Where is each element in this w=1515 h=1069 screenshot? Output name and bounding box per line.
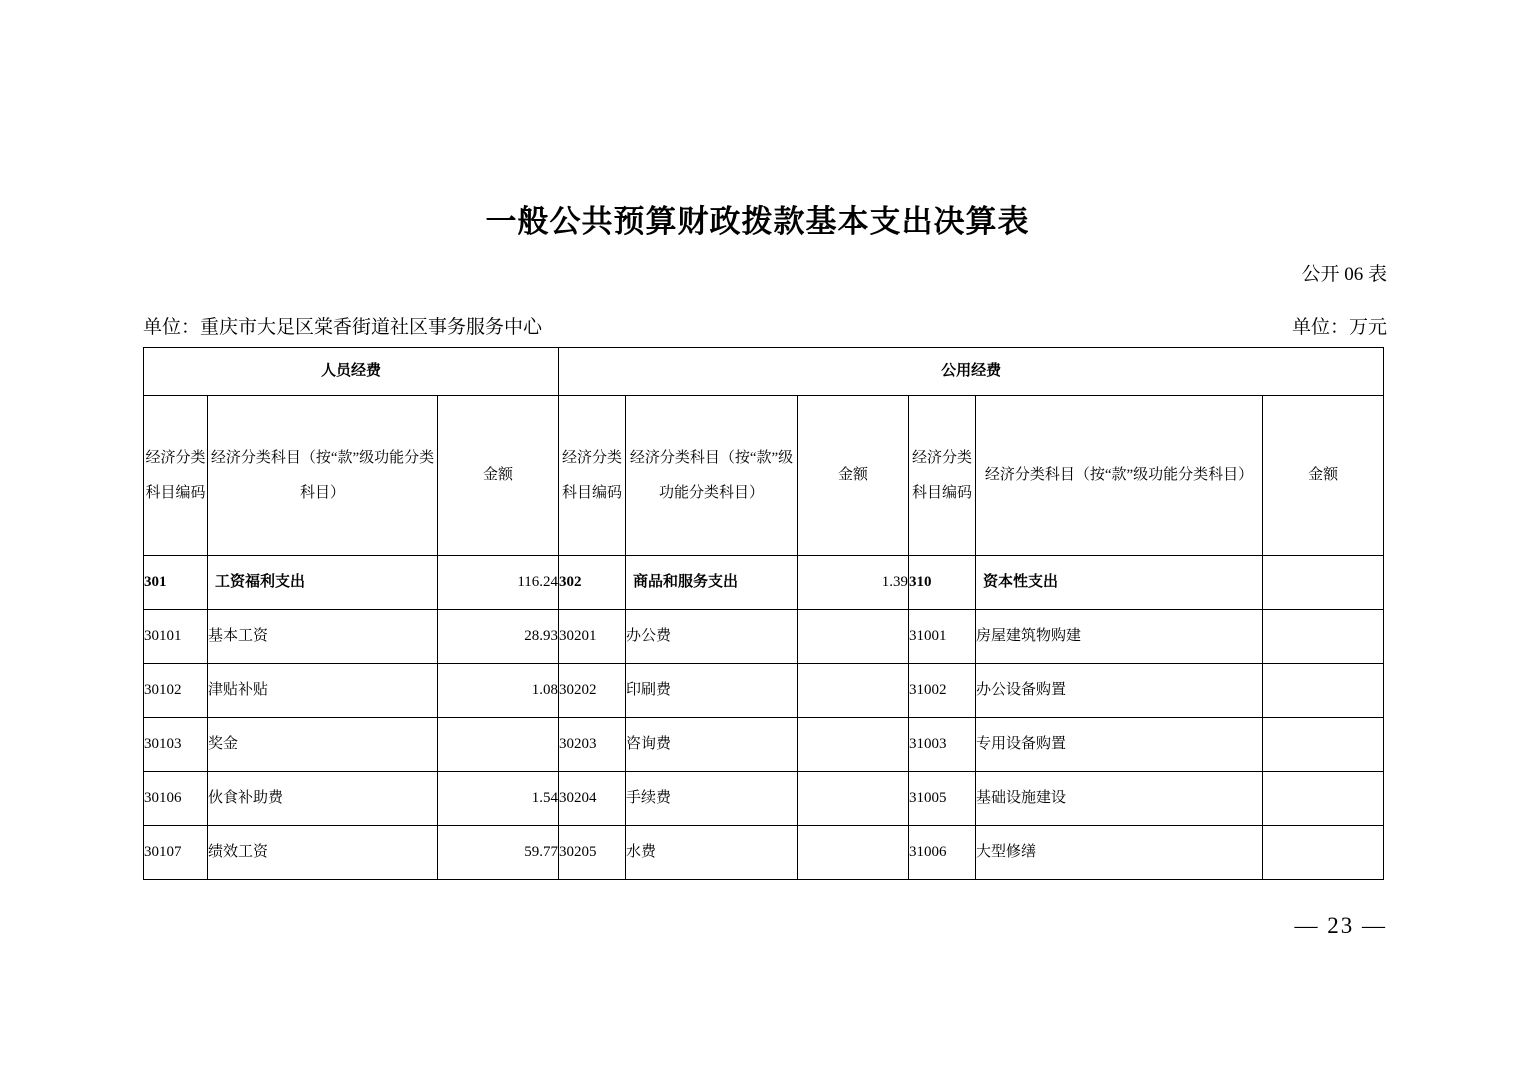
cell-code-right: 31005 (909, 772, 976, 826)
table-row (144, 664, 1384, 718)
cell-amount-mid (798, 826, 909, 880)
column-header-name-mid: 经济分类科目（按“款”级功能分类科目） (626, 396, 798, 556)
cell-code-right: 31001 (909, 610, 976, 664)
cell-name-left: 工资福利支出 (208, 556, 438, 610)
cell-code-right: 31003 (909, 718, 976, 772)
cell-code-right: 31002 (909, 664, 976, 718)
cell-name-mid: 水费 (626, 826, 798, 880)
cell-code-left: 30101 (144, 610, 208, 664)
cell-amount-mid (798, 718, 909, 772)
cell-name-mid: 商品和服务支出 (626, 556, 798, 610)
cell-amount-right (1263, 718, 1384, 772)
cell-name-left: 津贴补贴 (208, 664, 438, 718)
column-header-amount-left: 金额 (438, 396, 559, 556)
unit-name-label: 单位：重庆市大足区棠香街道社区事务服务中心 (143, 317, 543, 338)
cell-amount-left: 1.08 (438, 664, 559, 718)
cell-name-left: 伙食补助费 (208, 772, 438, 826)
cell-name-left: 奖金 (208, 718, 438, 772)
cell-amount-left: 28.93 (438, 610, 559, 664)
cell-amount-mid (798, 772, 909, 826)
currency-unit-label: 单位：万元 (1291, 317, 1387, 338)
cell-amount-right (1263, 826, 1384, 880)
cell-code-mid: 30203 (559, 718, 626, 772)
column-header-code-left: 经济分类科目编码 (144, 396, 208, 556)
cell-code-mid: 302 (559, 556, 626, 610)
cell-amount-mid (798, 610, 909, 664)
cell-amount-left (438, 718, 559, 772)
cell-amount-right (1263, 556, 1384, 610)
cell-name-right: 房屋建筑物购建 (976, 610, 1263, 664)
cell-name-right: 办公设备购置 (976, 664, 1263, 718)
cell-name-right: 基础设施建设 (976, 772, 1263, 826)
cell-name-mid: 印刷费 (626, 664, 798, 718)
cell-code-right: 31006 (909, 826, 976, 880)
cell-name-mid: 手续费 (626, 772, 798, 826)
cell-code-left: 30107 (144, 826, 208, 880)
table-row (144, 718, 1384, 772)
cell-code-mid: 30205 (559, 826, 626, 880)
table-row (144, 826, 1384, 880)
cell-name-left: 绩效工资 (208, 826, 438, 880)
cell-name-right: 专用设备购置 (976, 718, 1263, 772)
cell-amount-mid: 1.39 (798, 556, 909, 610)
cell-code-left: 30102 (144, 664, 208, 718)
cell-name-right: 大型修缮 (976, 826, 1263, 880)
cell-code-right: 310 (909, 556, 976, 610)
table-row (144, 610, 1384, 664)
cell-name-right: 资本性支出 (976, 556, 1263, 610)
group-header-personnel: 人员经费 (144, 348, 559, 396)
cell-code-mid: 30201 (559, 610, 626, 664)
page-number: — 23 — (1294, 913, 1387, 938)
group-header-public: 公用经费 (559, 348, 1384, 396)
cell-amount-right (1263, 664, 1384, 718)
cell-amount-right (1263, 772, 1384, 826)
column-header-code-right: 经济分类科目编码 (909, 396, 976, 556)
cell-amount-mid (798, 664, 909, 718)
cell-name-mid: 咨询费 (626, 718, 798, 772)
column-header-amount-mid: 金额 (798, 396, 909, 556)
cell-amount-right (1263, 610, 1384, 664)
column-header-row (144, 396, 1384, 556)
form-number-label: 公开 06 表 (1301, 264, 1387, 285)
cell-name-left: 基本工资 (208, 610, 438, 664)
cell-code-mid: 30202 (559, 664, 626, 718)
column-header-name-right: 经济分类科目（按“款”级功能分类科目） (976, 396, 1263, 556)
cell-amount-left: 59.77 (438, 826, 559, 880)
column-header-name-left: 经济分类科目（按“款”级功能分类科目） (208, 396, 438, 556)
cell-amount-left: 116.24 (438, 556, 559, 610)
cell-code-left: 30106 (144, 772, 208, 826)
group-header-row (144, 348, 1384, 396)
page-title: 一般公共预算财政拨款基本支出决算表 (485, 204, 1030, 239)
cell-code-left: 301 (144, 556, 208, 610)
column-header-amount-right: 金额 (1263, 396, 1384, 556)
cell-amount-left: 1.54 (438, 772, 559, 826)
column-header-code-mid: 经济分类科目编码 (559, 396, 626, 556)
table-row (144, 772, 1384, 826)
cell-name-mid: 办公费 (626, 610, 798, 664)
budget-table (143, 347, 1384, 880)
cell-code-left: 30103 (144, 718, 208, 772)
table-row (144, 556, 1384, 610)
cell-code-mid: 30204 (559, 772, 626, 826)
